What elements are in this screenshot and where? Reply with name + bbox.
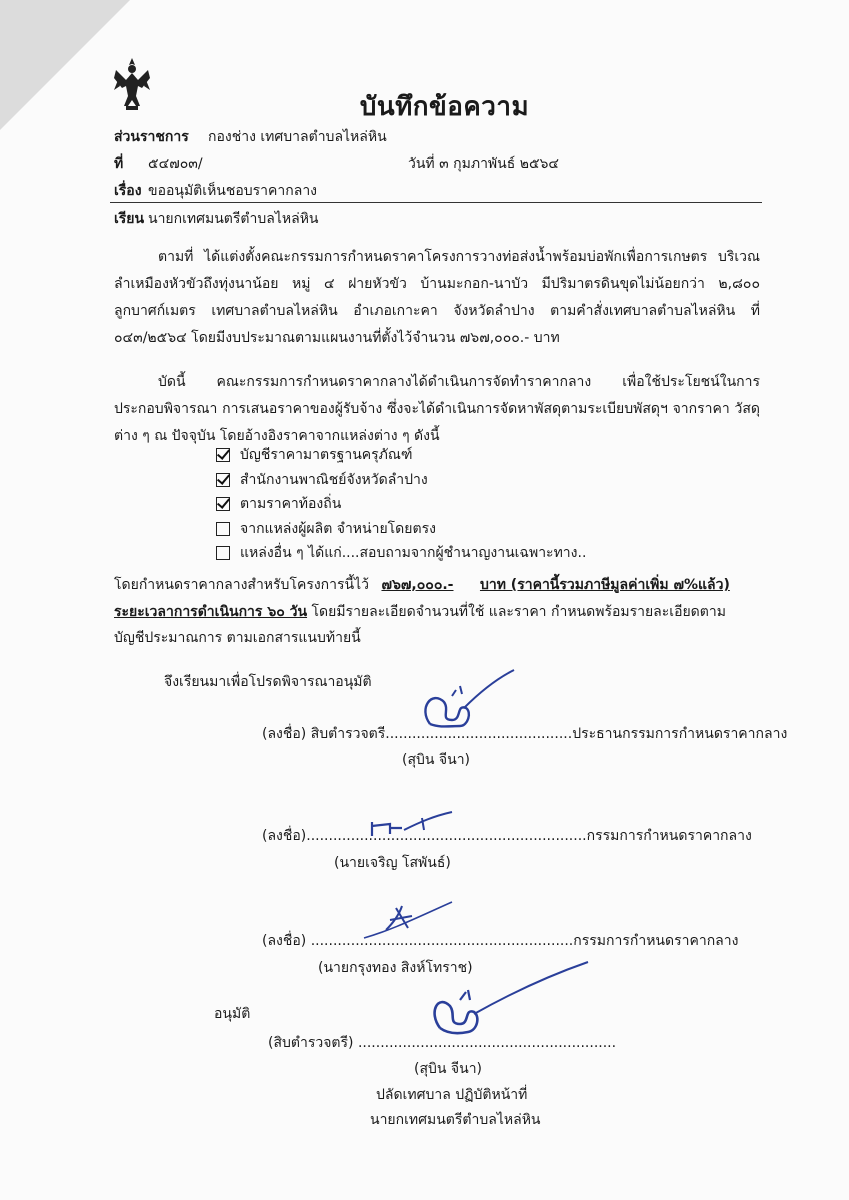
paragraph-progress-text: บัดนี้ คณะกรรมการกำหนดราคากลางได้ดำเนินการจัดทำราคากลาง เพื่อใช้ประโยชน์ในการ ประกอบพิจารณา การเสนอราคาของผู้รับจ้าง ซึ่งจะได้ดำเนินการจัดหาพัสดุตามระเบียบพัสดุฯ จากราคา วัสดุต่าง ๆ ณ ปัจจุบัน โดยอ้างอิงราคาจากแหล่งต่าง ๆ ดังนี้	[114, 374, 760, 444]
duration-line	[114, 601, 726, 623]
signature-2-name: (นายเจริญ โสพันธ์)	[334, 855, 451, 871]
agency-label: ส่วนราชการ	[114, 129, 189, 145]
source-label: แหล่งอื่น ๆ ได้แก่....สอบถามจากผู้ชำนาญงานเฉพาะทาง..	[240, 545, 587, 562]
price-amount: ๗๖๗,๐๐๐.-	[381, 577, 454, 593]
paragraph-appointment	[114, 244, 760, 352]
signature-2-line: (ลงชื่อ)...............................................................กรรมการกำหนดราคากลาง	[262, 828, 752, 844]
signature-3-line: (ลงชื่อ) ...........................................................กรรมการกำหนดราคากลาง	[262, 933, 739, 949]
agency-value: กองช่าง เทศบาลตำบลไหล่หิน	[208, 129, 387, 145]
source-item	[216, 443, 586, 468]
date-value: วันที่ ๓ กุมภาพันธ์ ๒๕๖๔	[408, 156, 560, 172]
checkbox-checked[interactable]	[216, 448, 230, 462]
price-line	[114, 574, 730, 596]
checkbox-unchecked[interactable]	[216, 546, 230, 560]
approve-label: อนุมัติ	[214, 1006, 251, 1022]
approver-name: (สุบิน จีนา)	[414, 1061, 483, 1077]
checkbox-unchecked[interactable]	[216, 522, 230, 536]
checkbox-checked[interactable]	[216, 473, 230, 487]
paragraph-progress	[114, 369, 760, 450]
subject-value: ขออนุมัติเห็นชอบราคากลาง	[148, 183, 318, 199]
signature-3-name: (นายกรุงทอง สิงห์โทราช)	[318, 960, 473, 976]
subject-label: เรื่อง	[114, 183, 142, 199]
source-item	[216, 492, 586, 517]
recipient-label: เรียน	[114, 211, 145, 227]
price-unit: บาท (ราคานี้รวมภาษีมูลค่าเพิ่ม ๗%แล้ว)	[479, 577, 730, 593]
agency-row	[114, 126, 387, 148]
detail-text: โดยมีรายละเอียดจำนวนที่ใช้ และราคา กำหนดพร้อมรายละเอียดตาม	[307, 604, 726, 620]
source-label: สำนักงานพาณิชย์จังหวัดลำปาง	[240, 471, 428, 488]
subject-row	[114, 180, 318, 202]
recipient-row	[114, 208, 319, 230]
approver-line: (สิบตำรวจตรี) ..........................................................	[268, 1035, 617, 1051]
paragraph-appointment-text: ตามที่ ได้แต่งตั้งคณะกรรมการกำหนดราคาโครงการวางท่อส่งน้ำพร้อมบ่อพักเพื่อการเกษตร บริเวณลำเหมืองหัวขัวถึงทุ่งนาน้อย หมู่ ๔ ฝายหัวขัว บ้านมะกอก-นาบัว มีปริมาตรดินขุดไม่น้อยกว่า ๒,๘๐๐ ลูกบาศก์เมตร เทศบาลตำบลไหล่หิน อำเภอเกาะคา จังหวัดลำปาง ตามคำสั่งเทศบาลตำบลไหล่หิน ที่ ๐๔๓/๒๕๖๔ โดยมีงบประมาณตามแผนงานที่ตั้งไว้จำนวน ๗๖๗,๐๐๐.- บาท	[114, 249, 760, 346]
doc-number-label: ที่	[114, 156, 124, 172]
detail-line-2: บัญชีประมาณการ ตามเอกสารแนบท้ายนี้	[114, 630, 361, 646]
recipient-value: นายกเทศมนตรีตำบลไหล่หิน	[148, 211, 319, 227]
price-source-list	[216, 443, 586, 566]
doc-number-row	[114, 153, 203, 175]
source-label: บัญชีราคามาตรฐานครุภัณฑ์	[240, 447, 413, 464]
source-item	[216, 541, 586, 566]
duration-text: ระยะเวลาการดำเนินการ ๖๐ วัน	[114, 604, 308, 620]
header-rule	[110, 202, 762, 203]
source-label: ตามราคาท้องถิ่น	[240, 496, 342, 513]
signature-1-name: (สุบิน จีนา)	[402, 752, 471, 768]
approver-position-2: นายกเทศมนตรีตำบลไหล่หิน	[370, 1112, 541, 1128]
doc-number-value: ๕๔๗๐๓/	[148, 156, 203, 172]
closing-text: จึงเรียนมาเพื่อโปรดพิจารณาอนุมัติ	[164, 674, 372, 690]
price-prefix: โดยกำหนดราคากลางสำหรับโครงการนี้ไว้	[114, 577, 370, 593]
signature-1-line: (ลงชื่อ) สิบตำรวจตรี..........................................ประธานกรรมการกำหนดราคากลาง	[262, 726, 788, 742]
source-item	[216, 517, 586, 542]
checkbox-checked[interactable]	[216, 497, 230, 511]
approver-position-1: ปลัดเทศบาล ปฏิบัติหน้าที่	[376, 1087, 528, 1103]
source-label: จากแหล่งผู้ผลิต จำหน่ายโดยตรง	[240, 520, 436, 537]
memo-title: บันทึกข้อความ	[359, 92, 530, 122]
source-item	[216, 468, 586, 493]
